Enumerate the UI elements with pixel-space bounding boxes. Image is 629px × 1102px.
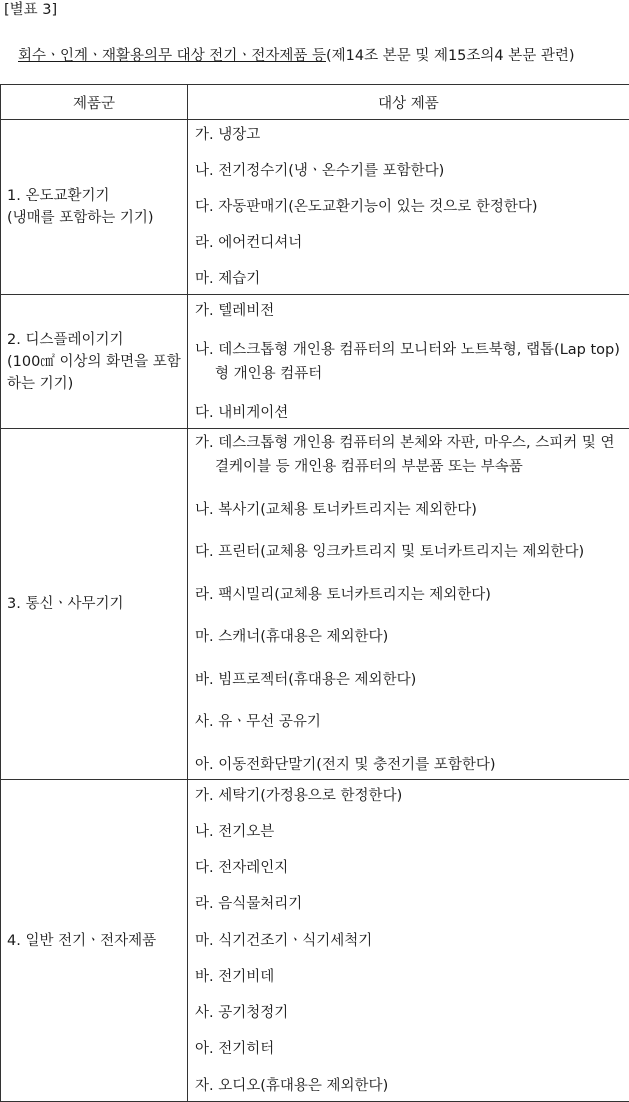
- items-cell: [188, 120, 629, 295]
- group-cell: [1, 429, 188, 780]
- list-item: 마. 스캐너(휴대용은 제외한다): [195, 625, 625, 649]
- table-row: [1, 295, 629, 429]
- list-item: 다. 전자레인지: [195, 856, 625, 880]
- list-item: 아. 이동전화단말기(전지 및 충전기를 포함한다): [195, 753, 625, 777]
- title-main: 회수ㆍ인계ㆍ재활용의무 대상 전기ㆍ전자제품 등: [18, 48, 326, 64]
- document-title: [18, 45, 575, 67]
- list-item: 다. 자동판매기(온도교환기능이 있는 것으로 한정한다): [195, 195, 625, 219]
- list-item: 가. 데스크톱형 개인용 컴퓨터의 본체와 자판, 마우스, 스피커 및 연결케이블 등 개인용 컴퓨터의 부분품 또는 부속품: [195, 431, 625, 479]
- list-item: 나. 데스크톱형 개인용 컴퓨터의 모니터와 노트북형, 랩톱(Lap top)형 개인용 컴퓨터: [195, 338, 625, 386]
- header-products: 대상 제품: [188, 85, 629, 120]
- group-name: 4. 일반 전기ㆍ전자제품: [7, 930, 183, 952]
- title-reference: (제14조 본문 및 제15조의4 본문 관련): [326, 48, 575, 64]
- group-cell: [1, 780, 188, 1102]
- list-item: 마. 식기건조기ㆍ식기세척기: [195, 929, 625, 953]
- list-item: 바. 빔프로젝터(휴대용은 제외한다): [195, 668, 625, 692]
- group-note: (냉매를 포함하는 기기): [7, 207, 183, 229]
- list-item: 마. 제습기: [195, 267, 625, 291]
- group-name: 3. 통신ㆍ사무기기: [7, 593, 183, 615]
- list-item: 가. 냉장고: [195, 123, 625, 147]
- list-item: 라. 음식물처리기: [195, 892, 625, 916]
- group-note: (100㎠ 이상의 화면을 포함하는 기기): [7, 351, 183, 395]
- list-item: 다. 프린터(교체용 잉크카트리지 및 토너카트리지는 제외한다): [195, 540, 625, 564]
- list-item: 라. 에어컨디셔너: [195, 231, 625, 255]
- list-item: 자. 오디오(휴대용은 제외한다): [195, 1074, 625, 1098]
- items-cell: [188, 429, 629, 780]
- list-item: 가. 세탁기(가정용으로 한정한다): [195, 784, 625, 808]
- annex-label: [별표 3]: [4, 0, 57, 20]
- list-item: 가. 텔레비전: [195, 299, 625, 323]
- list-item: 나. 복사기(교체용 토너카트리지는 제외한다): [195, 498, 625, 522]
- list-item: 아. 전기히터: [195, 1037, 625, 1061]
- header-row: [1, 85, 629, 120]
- group-cell: [1, 295, 188, 429]
- list-item: 사. 공기청정기: [195, 1001, 625, 1025]
- table-row: [1, 120, 629, 295]
- items-cell: [188, 295, 629, 429]
- group-name: 2. 디스플레이기기: [7, 329, 183, 351]
- group-cell: [1, 120, 188, 295]
- list-item: 라. 팩시밀리(교체용 토너카트리지는 제외한다): [195, 583, 625, 607]
- list-item: 사. 유ㆍ무선 공유기: [195, 710, 625, 734]
- header-group: 제품군: [1, 85, 188, 120]
- items-cell: [188, 780, 629, 1102]
- list-item: 다. 내비게이션: [195, 401, 625, 425]
- group-name: 1. 온도교환기기: [7, 185, 183, 207]
- list-item: 나. 전기오븐: [195, 820, 625, 844]
- list-item: 바. 전기비데: [195, 965, 625, 989]
- product-table: [0, 84, 629, 1102]
- list-item: 나. 전기정수기(냉ㆍ온수기를 포함한다): [195, 159, 625, 183]
- table-row: [1, 429, 629, 780]
- table-row: [1, 780, 629, 1102]
